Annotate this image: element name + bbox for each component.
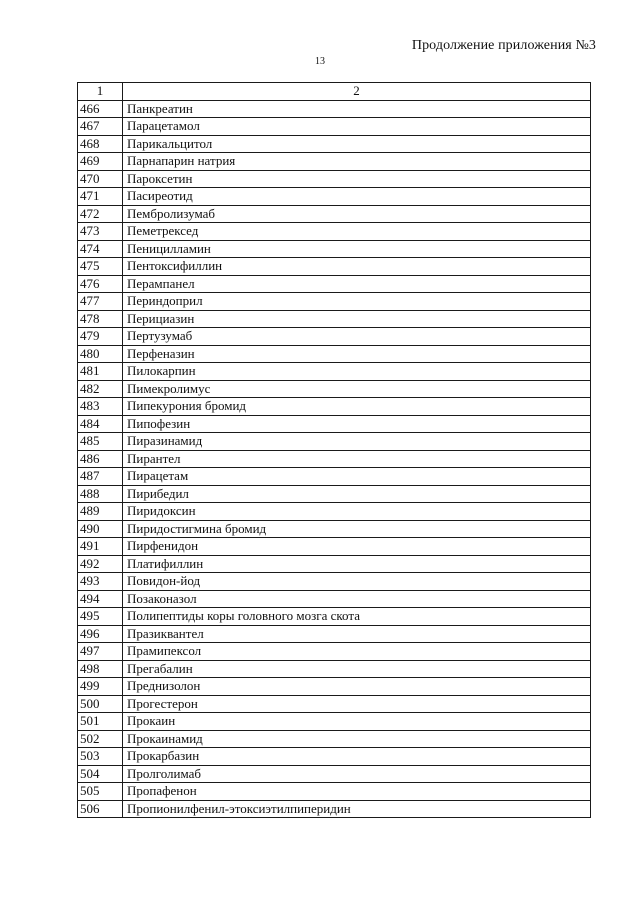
row-number-cell: 487: [78, 468, 123, 486]
row-number-cell: 483: [78, 398, 123, 416]
drug-name-cell: Пипекурония бромид: [123, 398, 591, 416]
row-number-cell: 482: [78, 380, 123, 398]
table-row: [78, 100, 591, 118]
drug-name-cell: Парикальцитол: [123, 135, 591, 153]
table-header-row: [78, 83, 591, 101]
row-number-cell: 473: [78, 223, 123, 241]
row-number-cell: 490: [78, 520, 123, 538]
table-row: [78, 468, 591, 486]
drug-name-cell: Пентоксифиллин: [123, 258, 591, 276]
drug-name-cell: Панкреатин: [123, 100, 591, 118]
row-number-cell: 504: [78, 765, 123, 783]
row-number-cell: 493: [78, 573, 123, 591]
drug-name-cell: Пиридоксин: [123, 503, 591, 521]
table-row: [78, 713, 591, 731]
drug-name-cell: Пропионилфенил-этоксиэтилпиперидин: [123, 800, 591, 818]
drug-name-cell: Пирацетам: [123, 468, 591, 486]
drug-name-cell: Пипофезин: [123, 415, 591, 433]
drug-name-cell: Пембролизумаб: [123, 205, 591, 223]
row-number-cell: 468: [78, 135, 123, 153]
row-number-cell: 479: [78, 328, 123, 346]
table-row: [78, 345, 591, 363]
drug-name-cell: Пароксетин: [123, 170, 591, 188]
row-number-cell: 489: [78, 503, 123, 521]
drug-name-cell: Парнапарин натрия: [123, 153, 591, 171]
drug-name-cell: Платифиллин: [123, 555, 591, 573]
table-row: [78, 170, 591, 188]
row-number-cell: 500: [78, 695, 123, 713]
drug-name-cell: Прокарбазин: [123, 748, 591, 766]
drug-name-cell: Прамипексол: [123, 643, 591, 661]
row-number-cell: 496: [78, 625, 123, 643]
table-row: [78, 380, 591, 398]
table-row: [78, 748, 591, 766]
table-row: [78, 240, 591, 258]
row-number-cell: 492: [78, 555, 123, 573]
row-number-cell: 486: [78, 450, 123, 468]
table-row: [78, 520, 591, 538]
table-body: [78, 100, 591, 818]
row-number-cell: 488: [78, 485, 123, 503]
table-row: [78, 188, 591, 206]
table-row: [78, 503, 591, 521]
table-row: [78, 800, 591, 818]
row-number-cell: 480: [78, 345, 123, 363]
drug-name-cell: Пеметрексед: [123, 223, 591, 241]
table-row: [78, 608, 591, 626]
table-row: [78, 258, 591, 276]
row-number-cell: 467: [78, 118, 123, 136]
row-number-cell: 505: [78, 783, 123, 801]
table-row: [78, 783, 591, 801]
drug-name-cell: Позаконазол: [123, 590, 591, 608]
drug-name-cell: Пирфенидон: [123, 538, 591, 556]
table-row: [78, 765, 591, 783]
row-number-cell: 484: [78, 415, 123, 433]
row-number-cell: 499: [78, 678, 123, 696]
drug-name-cell: Пиридостигмина бромид: [123, 520, 591, 538]
appendix-continuation-header: Продолжение приложения №3: [411, 38, 596, 53]
drug-name-cell: Периндоприл: [123, 293, 591, 311]
table-row: [78, 730, 591, 748]
drug-name-cell: Пеницилламин: [123, 240, 591, 258]
table-row: [78, 275, 591, 293]
row-number-cell: 501: [78, 713, 123, 731]
table-row: [78, 573, 591, 591]
row-number-cell: 472: [78, 205, 123, 223]
table-row: [78, 590, 591, 608]
drug-name-cell: Перициазин: [123, 310, 591, 328]
drug-name-cell: Преднизолон: [123, 678, 591, 696]
table-row: [78, 310, 591, 328]
table-row: [78, 118, 591, 136]
drug-name-cell: Перфеназин: [123, 345, 591, 363]
row-number-cell: 477: [78, 293, 123, 311]
row-number-cell: 474: [78, 240, 123, 258]
drug-name-cell: Прегабалин: [123, 660, 591, 678]
row-number-cell: 475: [78, 258, 123, 276]
row-number-cell: 491: [78, 538, 123, 556]
drug-name-cell: Прогестерон: [123, 695, 591, 713]
column-header-number: 1: [78, 83, 123, 101]
row-number-cell: 494: [78, 590, 123, 608]
drug-name-cell: Пимекролимус: [123, 380, 591, 398]
drug-name-cell: Пертузумаб: [123, 328, 591, 346]
row-number-cell: 503: [78, 748, 123, 766]
page-number: 13: [315, 56, 325, 67]
column-header-name: 2: [123, 83, 591, 101]
drug-name-cell: Полипептиды коры головного мозга скота: [123, 608, 591, 626]
table-row: [78, 398, 591, 416]
table-row: [78, 555, 591, 573]
row-number-cell: 478: [78, 310, 123, 328]
table-row: [78, 293, 591, 311]
row-number-cell: 471: [78, 188, 123, 206]
row-number-cell: 502: [78, 730, 123, 748]
row-number-cell: 469: [78, 153, 123, 171]
row-number-cell: 498: [78, 660, 123, 678]
drug-name-cell: Пирибедил: [123, 485, 591, 503]
drug-name-cell: Пролголимаб: [123, 765, 591, 783]
row-number-cell: 470: [78, 170, 123, 188]
table-row: [78, 625, 591, 643]
drug-name-cell: Пирантел: [123, 450, 591, 468]
table-row: [78, 223, 591, 241]
drug-name-cell: Прокаин: [123, 713, 591, 731]
table-row: [78, 135, 591, 153]
row-number-cell: 495: [78, 608, 123, 626]
drug-list-table: [77, 82, 591, 818]
drug-name-cell: Пилокарпин: [123, 363, 591, 381]
table-row: [78, 678, 591, 696]
table-row: [78, 415, 591, 433]
table-row: [78, 660, 591, 678]
row-number-cell: 497: [78, 643, 123, 661]
row-number-cell: 476: [78, 275, 123, 293]
table-row: [78, 363, 591, 381]
row-number-cell: 481: [78, 363, 123, 381]
drug-name-cell: Прокаинамид: [123, 730, 591, 748]
drug-name-cell: Повидон-йод: [123, 573, 591, 591]
drug-name-cell: Празиквантел: [123, 625, 591, 643]
table-row: [78, 328, 591, 346]
table-row: [78, 205, 591, 223]
table-row: [78, 450, 591, 468]
row-number-cell: 485: [78, 433, 123, 451]
drug-name-cell: Пасиреотид: [123, 188, 591, 206]
table-row: [78, 538, 591, 556]
row-number-cell: 506: [78, 800, 123, 818]
table-row: [78, 433, 591, 451]
drug-name-cell: Пиразинамид: [123, 433, 591, 451]
table-row: [78, 153, 591, 171]
drug-name-cell: Перампанел: [123, 275, 591, 293]
drug-name-cell: Пропафенон: [123, 783, 591, 801]
table-row: [78, 485, 591, 503]
table-row: [78, 643, 591, 661]
row-number-cell: 466: [78, 100, 123, 118]
drug-name-cell: Парацетамол: [123, 118, 591, 136]
table-row: [78, 695, 591, 713]
